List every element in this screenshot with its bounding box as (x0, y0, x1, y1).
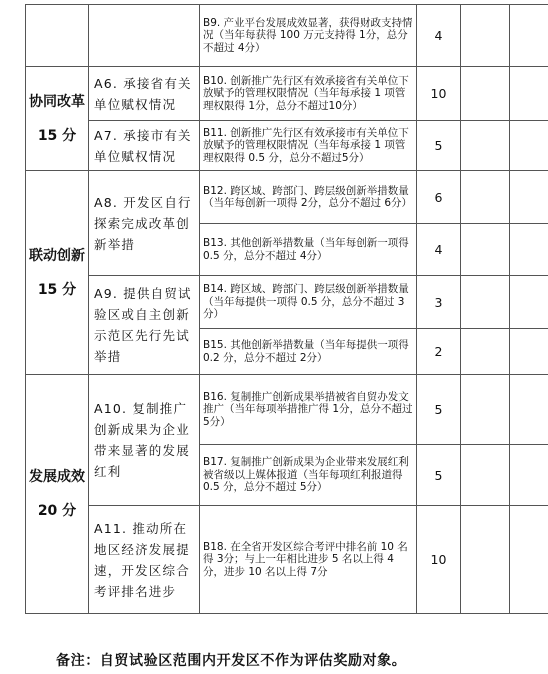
table-row (26, 5, 548, 67)
criterion-cell: B12. 跨区域、跨部门、跨层级创新举措数量（当年每创新一项得 2分，总分不超过 6分） (200, 171, 417, 224)
score-cell: 3 (417, 276, 461, 329)
empty-cell (510, 276, 548, 329)
empty-cell (26, 5, 89, 67)
table-row (26, 121, 548, 171)
table-row (26, 506, 548, 614)
score-cell: 4 (417, 5, 461, 67)
empty-cell (461, 506, 510, 614)
group-points: 20 分 (37, 503, 77, 519)
table-row (26, 67, 548, 121)
footnote: 备注：自贸试验区范围内开发区不作为评估奖励对象。 (56, 653, 407, 669)
score-cell: 4 (417, 224, 461, 276)
empty-cell (510, 171, 548, 224)
indicator-cell: A11. 推动所在地区经济发展提速，开发区综合考评排名进步 (89, 506, 200, 614)
group-cell (26, 171, 89, 375)
group-cell (26, 67, 89, 171)
criterion-cell: B10. 创新推广先行区有效承接省有关单位下放赋予的管理权限情况（当年每承接 1 项管理权限得 1分，总分不超过10分） (200, 67, 417, 121)
group-title: 协同改革 (29, 93, 85, 110)
criterion-cell: B18. 在全省开发区综合考评中排名前 10 名得 3分；与上一年相比进步 5 名以上得 4分，进步 10 名以上得 7分 (200, 506, 417, 614)
table-row (26, 276, 548, 329)
empty-cell (461, 121, 510, 171)
empty-cell (510, 224, 548, 276)
group-title: 联动创新 (29, 247, 85, 264)
empty-cell (461, 445, 510, 506)
empty-cell (461, 276, 510, 329)
score-cell: 5 (417, 121, 461, 171)
score-cell: 10 (417, 67, 461, 121)
group-cell (26, 375, 89, 614)
group-points: 15 分 (37, 127, 77, 144)
empty-cell (461, 5, 510, 67)
score-cell: 5 (417, 375, 461, 445)
empty-cell (510, 329, 548, 375)
indicator-cell: A6. 承接省有关单位赋权情况 (89, 67, 200, 121)
criterion-cell: B15. 其他创新举措数量（当年每提供一项得 0.2 分，总分不超过 2分） (200, 329, 417, 375)
indicator-cell: A8. 开发区自行探索完成改革创新举措 (89, 171, 200, 276)
score-cell: 6 (417, 171, 461, 224)
indicator-cell: A10. 复制推广创新成果为企业带来显著的发展红利 (89, 375, 200, 506)
empty-cell (510, 375, 548, 445)
criterion-cell: B9. 产业平台发展成效显著，获得财政支持情况（当年每获得 100 万元支持得 1分，总分不超过 4分） (200, 5, 417, 67)
empty-cell (461, 375, 510, 445)
criterion-cell: B13. 其他创新举措数量（当年每创新一项得 0.5 分，总分不超过 4分） (200, 224, 417, 276)
score-cell: 5 (417, 445, 461, 506)
criterion-cell: B16. 复制推广创新成果举措被省自贸办发文推广（当年每项举措推广得 1分，总分不超过 5分） (200, 375, 417, 445)
criterion-cell: B14. 跨区域、跨部门、跨层级创新举措数量（当年每提供一项得 0.5 分，总分不超过 3分） (200, 276, 417, 329)
score-cell: 2 (417, 329, 461, 375)
empty-cell (510, 121, 548, 171)
criterion-cell: B11. 创新推广先行区有效承接市有关单位下放赋予的管理权限情况（当年每承接 1 项管理权限得 0.5 分，总分不超过5分） (200, 121, 417, 171)
table-row (26, 171, 548, 224)
empty-cell (89, 5, 200, 67)
criterion-cell: B17. 复制推广创新成果为企业带来发展红利被省级以上媒体报道（当年每项红利报道得 0.5 分，总分不超过 5分） (200, 445, 417, 506)
empty-cell (461, 224, 510, 276)
empty-cell (461, 171, 510, 224)
empty-cell (510, 506, 548, 614)
indicator-cell: A7. 承接市有关单位赋权情况 (89, 121, 200, 171)
indicator-cell: A9. 提供自贸试验区或自主创新示范区先行先试举措 (89, 276, 200, 375)
empty-cell (510, 445, 548, 506)
group-title: 发展成效 (29, 469, 85, 485)
group-points: 15 分 (37, 281, 77, 298)
score-cell: 10 (417, 506, 461, 614)
empty-cell (461, 329, 510, 375)
empty-cell (510, 5, 548, 67)
evaluation-table (25, 4, 548, 614)
table-row (26, 375, 548, 445)
empty-cell (461, 67, 510, 121)
empty-cell (510, 67, 548, 121)
